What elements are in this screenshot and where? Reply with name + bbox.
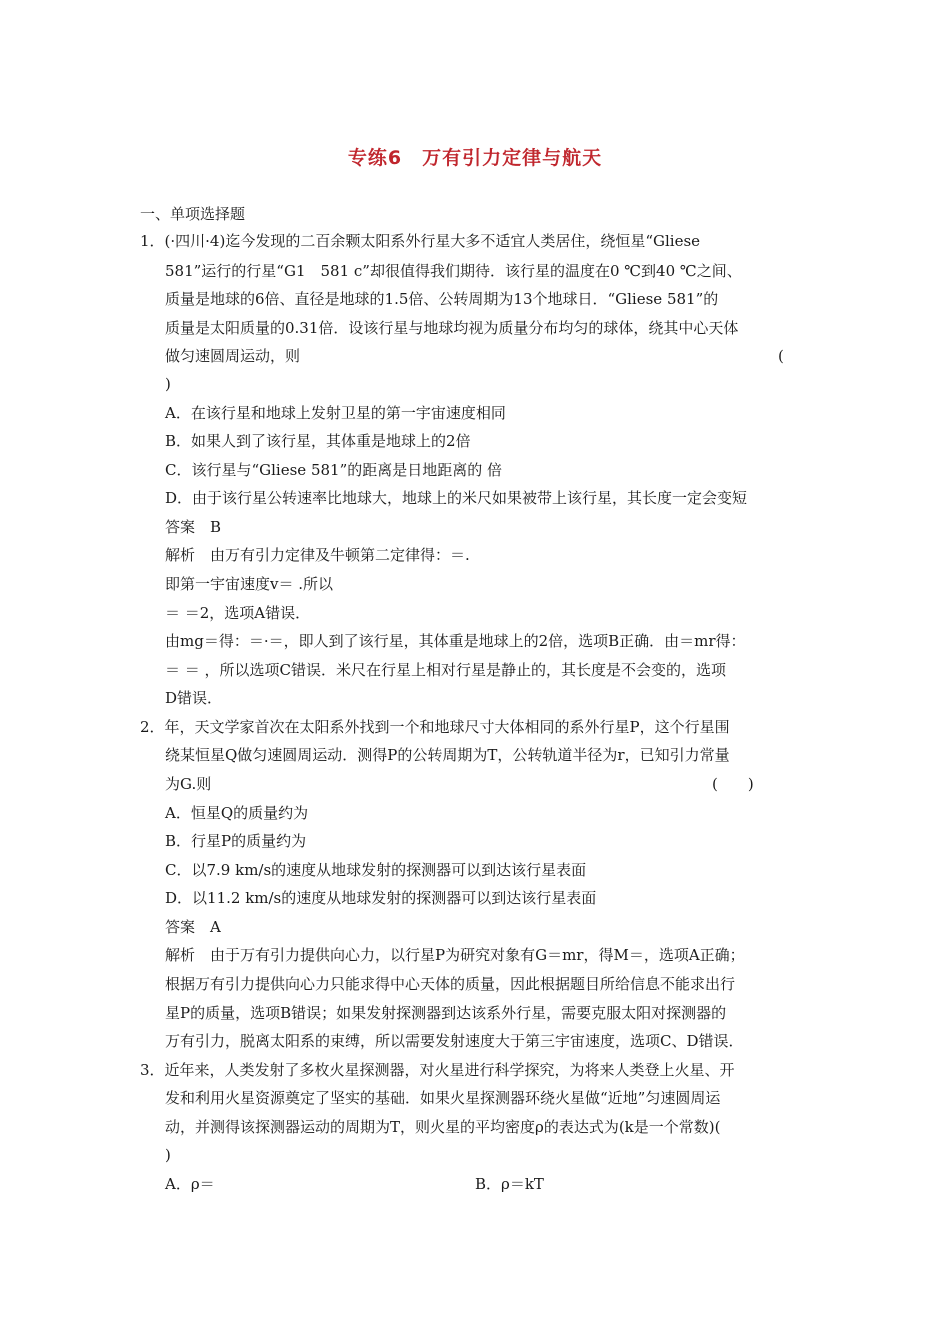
q3-line-3: 动，并测得该探测器运动的周期为T，则火星的平均密度ρ的表达式为(k是一个常数)(	[165, 1118, 721, 1136]
q1-answer-paren-open: (	[778, 347, 784, 365]
q1-analysis-1: 解析 由万有引力定律及牛顿第二定律得：＝.	[165, 546, 470, 564]
q1-analysis-2: 即第一宇宙速度v＝ .所以	[165, 575, 334, 593]
q1-answer-paren-close: )	[165, 375, 171, 393]
q2-line-3: 为G.则	[165, 775, 212, 793]
q1-analysis-5: ＝ ＝ ，所以选项C错误．米尺在行星上相对行星是静止的，其长度是不会变的，选项	[165, 661, 727, 679]
q1-line-3: 质量是地球的6倍、直径是地球的1.5倍、公转周期为13个地球日．“Gliese 581”的	[165, 290, 719, 308]
q2-analysis-3: 星P的质量，选项B错误；如果发射探测器到达该系外行星，需要克服太阳对探测器的	[165, 1004, 727, 1022]
q1-answer: 答案 B	[165, 518, 222, 536]
q1-analysis-4: 由mg＝得：＝·＝，即人到了该行星，其体重是地球上的2倍，选项B正确．由＝mr得：	[165, 632, 746, 650]
q1-option-a: A．在该行星和地球上发射卫星的第一宇宙速度相同	[165, 404, 506, 422]
q2-line-2: 绕某恒星Q做匀速圆周运动．测得P的公转周期为T，公转轨道半径为r，已知引力常量	[165, 746, 730, 764]
q1-line-2: 581”运行的行星“G1 581 c”却很值得我们期待．该行星的温度在0 ℃到40 ℃之间、	[165, 262, 742, 280]
q1-line-1: 1．(·四川·4)迄今发现的二百余颗太阳系外行星大多不适宜人类居住，绕恒星“Gliese	[140, 232, 701, 250]
q2-analysis-4: 万有引力，脱离太阳系的束缚，所以需要发射速度大于第三宇宙速度，选项C、D错误．	[165, 1032, 744, 1050]
q3-line-1: 3．近年来，人类发射了多枚火星探测器，对火星进行科学探究，为将来人类登上火星、开	[140, 1061, 735, 1079]
q1-analysis-3: ＝ ＝2，选项A错误．	[165, 604, 311, 622]
q1-line-4: 质量是太阳质量的0.31倍．设该行星与地球均视为质量分布均匀的球体，绕其中心天体	[165, 319, 739, 337]
q1-option-b: B．如果人到了该行星，其体重是地球上的2倍	[165, 432, 471, 450]
q2-analysis-2: 根据万有引力提供向心力只能求得中心天体的质量，因此根据题目所给信息不能求出行	[165, 975, 736, 993]
q1-analysis-6: D错误．	[165, 689, 223, 707]
q3-option-b: B．ρ＝kT	[475, 1175, 544, 1193]
q2-option-d: D．以11.2 km/s的速度从地球发射的探测器可以到达该行星表面	[165, 889, 597, 907]
q3-option-a: A．ρ＝	[165, 1175, 215, 1193]
section-heading: 一、单项选择题	[140, 205, 246, 223]
q1-option-c: C．该行星与“Gliese 581”的距离是日地距离的 倍	[165, 461, 503, 479]
q2-answer: 答案 A	[165, 918, 221, 936]
q2-option-a: A．恒星Q的质量约为	[165, 804, 309, 822]
q1-option-d: D．由于该行星公转速率比地球大，地球上的米尺如果被带上该行星，其长度一定会变短	[165, 489, 748, 507]
q2-option-c: C．以7.9 km/s的速度从地球发射的探测器可以到达该行星表面	[165, 861, 587, 879]
q2-analysis-1: 解析 由于万有引力提供向心力，以行星P为研究对象有G＝mr，得M＝，选项A正确；	[165, 946, 745, 964]
q2-option-b: B．行星P的质量约为	[165, 832, 307, 850]
q3-line-2: 发和利用火星资源奠定了坚实的基础．如果火星探测器环绕火星做“近地”匀速圆周运	[165, 1089, 721, 1107]
q1-line-5: 做匀速圆周运动，则	[165, 347, 301, 365]
q2-answer-paren: ( )	[712, 775, 754, 793]
page-title: 专练6 万有引力定律与航天	[347, 147, 603, 169]
q2-line-1: 2．年，天文学家首次在太阳系外找到一个和地球尺寸大体相同的系外行星P，这个行星围	[140, 718, 730, 736]
q3-line-4: )	[165, 1146, 171, 1164]
